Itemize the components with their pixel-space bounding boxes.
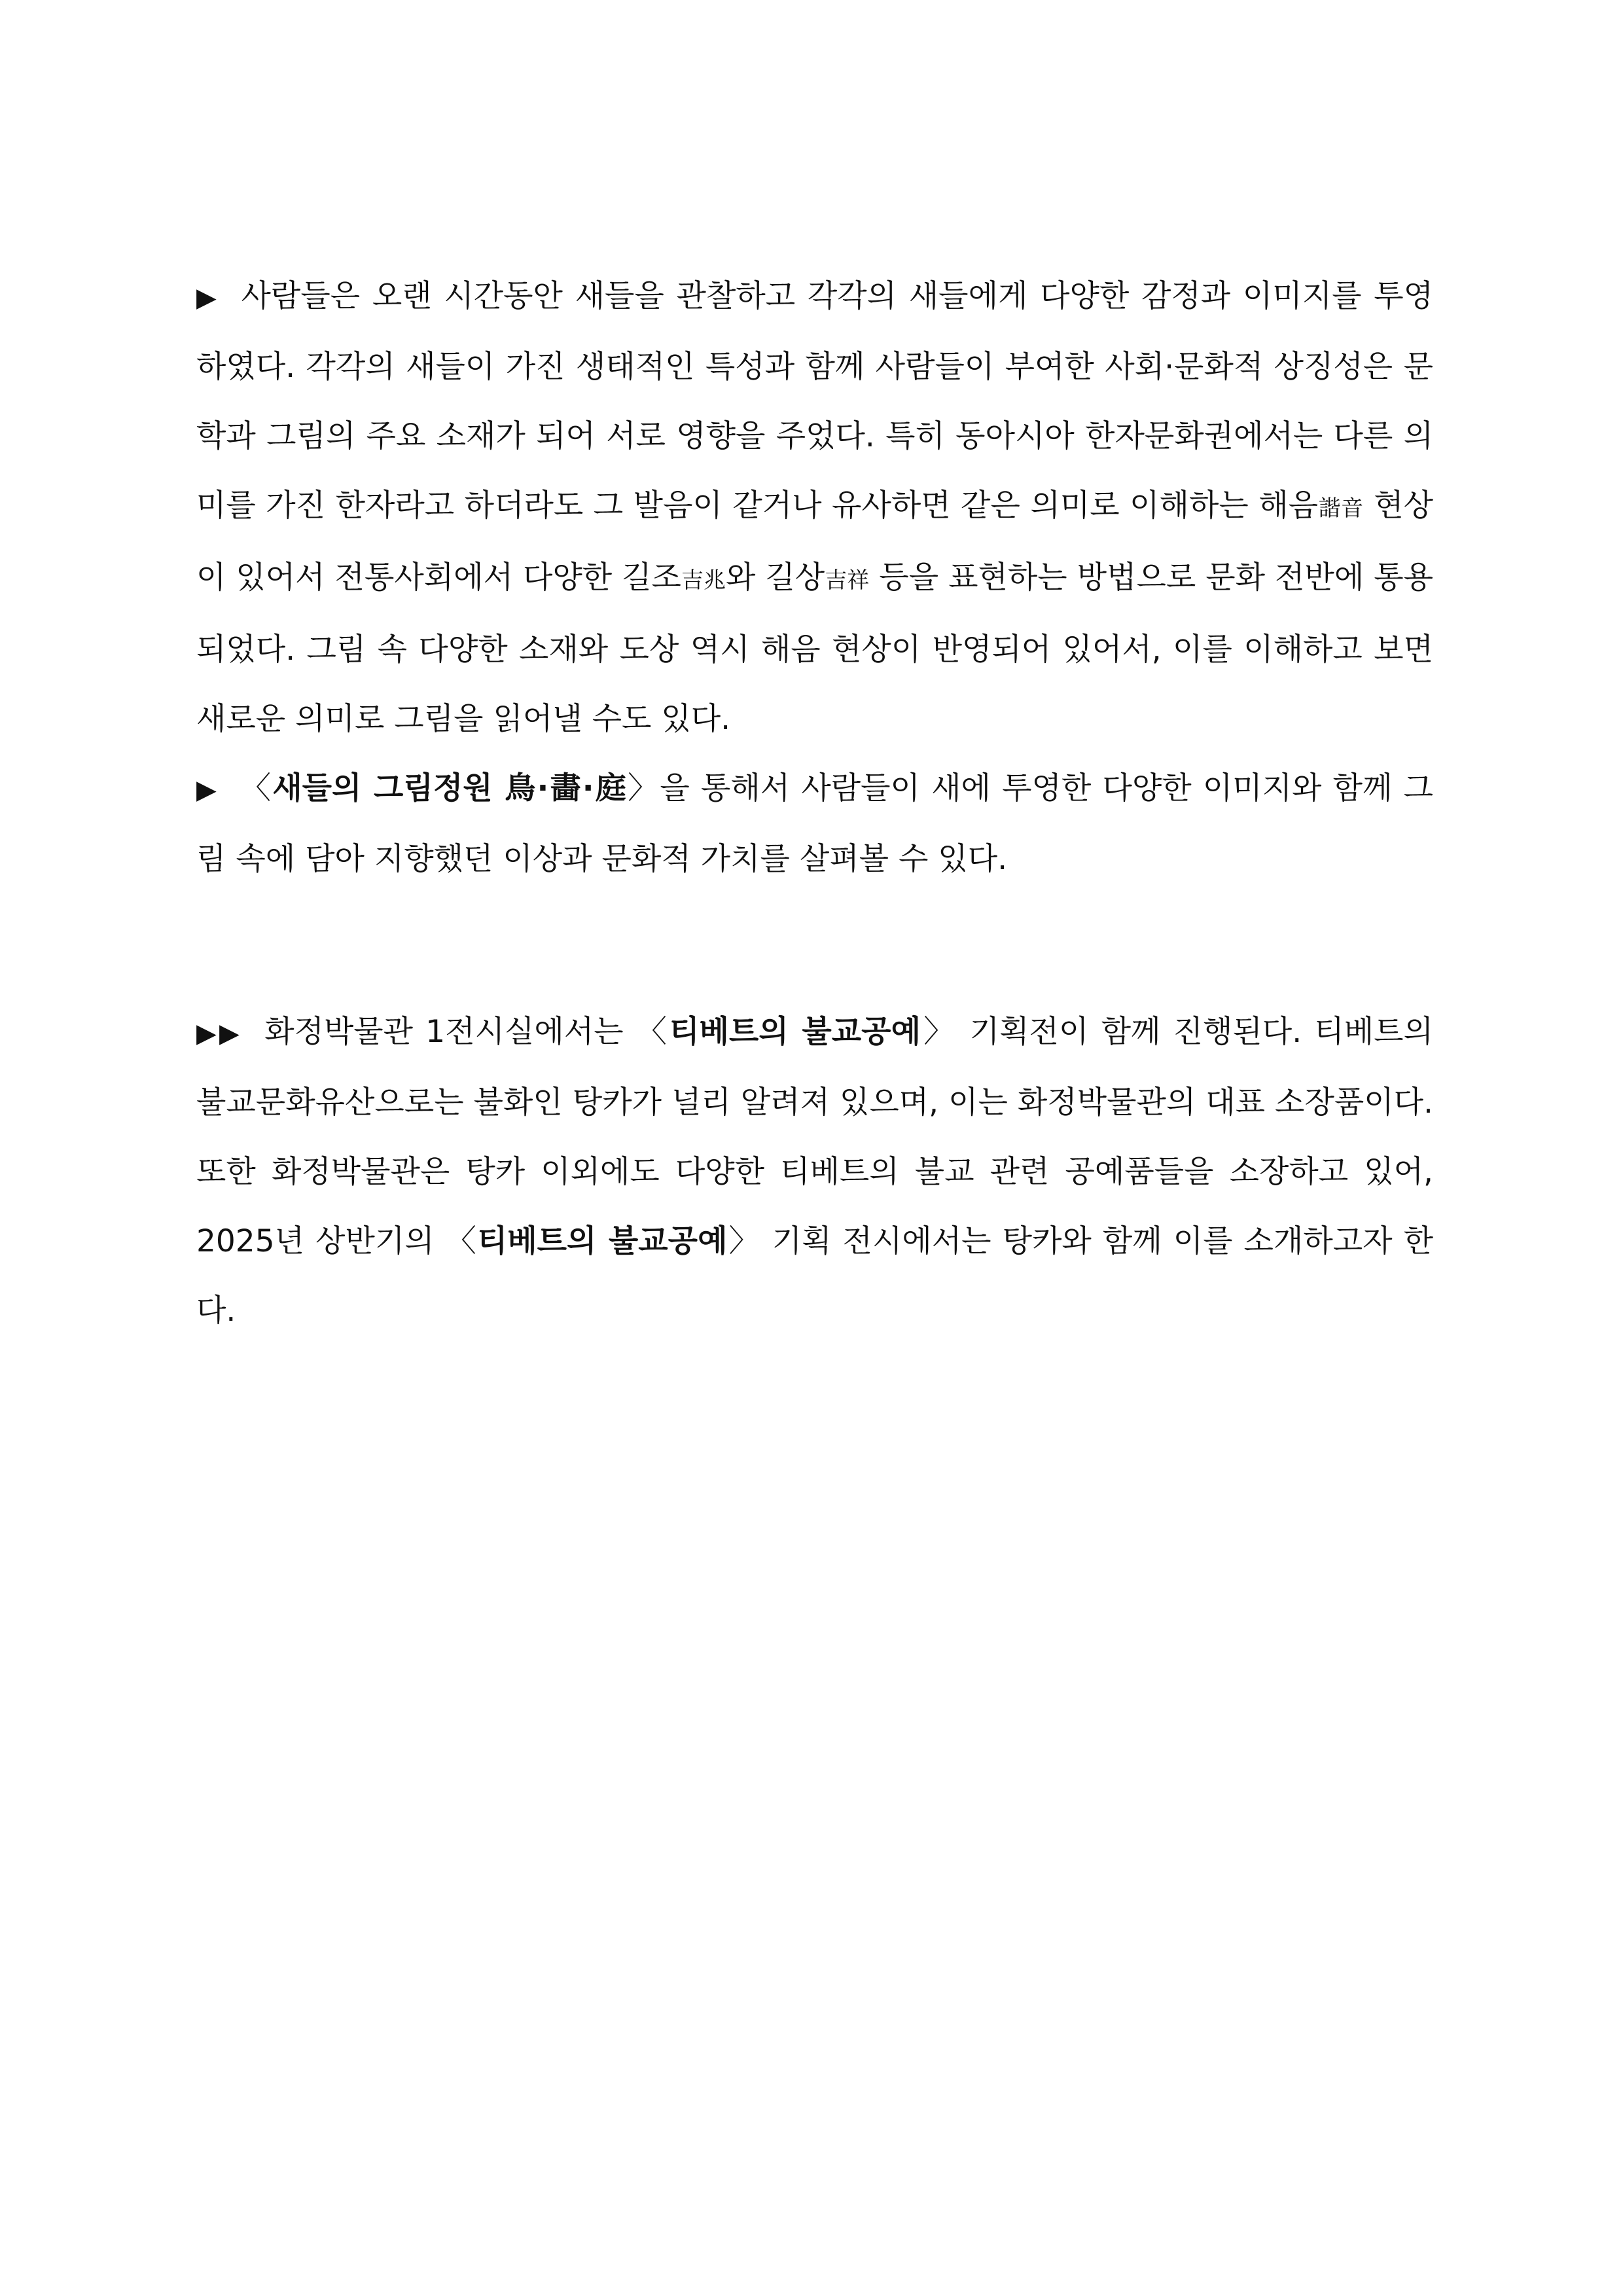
paragraph-text: 화정박물관 1전시실에서는 〈 [264, 1014, 670, 1050]
paragraph-text: 현상이 있어서 전통사회에서 다양한 길조 [196, 488, 1433, 596]
paragraph-text: 〈 [240, 770, 273, 806]
hanja-annotation: 吉祥 [825, 567, 870, 594]
hanja-annotation: 吉兆 [681, 567, 726, 594]
paragraph-text: 〉 기획전이 함께 진행된다. 티베트의 불교문화유산으로는 불화인 탕카가 널리 알려져 있으며, 이는 화정박물관의 대표 소장품이다. 또한 화정박물관은 탕카 이외에도 다양한 티베트의 불교 관련 공예품들을 소장하고 있어, 2025년 상반기의 〈 [196, 1014, 1433, 1259]
paragraph-text: 와 길상 [726, 560, 825, 596]
paragraph-text: 사람들은 오랜 시간동안 새들을 관찰하고 각각의 새들에게 다양한 감정과 이미지를 투영하였다. 각각의 새들이 가진 생태적인 특성과 함께 사람들이 부여한 사회·문화적 상징성은 문학과 그림의 주요 소재가 되어 서로 영향을 주었다. 특히 동아시아 한자문화권에서는 다른 의미를 가진 한자라고 하더라도 그 발음이 같거나 유사하면 같은 의미로 이해하는 해음 [196, 278, 1433, 524]
exhibition-title: 새들의 그림정원 鳥·畵·庭 [272, 770, 628, 806]
paragraph-tibet-exhibition [196, 997, 1433, 1346]
bullet-marker: ▶ [196, 775, 218, 805]
paragraph-text: 등을 표현하는 방법으로 문화 전반에 통용되었다. 그림 속 다양한 소재와 도상 역시 해음 현상이 반영되어 있어서, 이를 이해하고 보면 새로운 의미로 그림을 읽어낼 수도 있다. [196, 560, 1433, 737]
paragraph-exhibition-intro [196, 754, 1433, 894]
paragraph-text: 〉 기획 전시에서는 탕카와 함께 이를 소개하고자 한다. [196, 1223, 1433, 1329]
paragraph-text: 〉을 통해서 사람들이 새에 투영한 다양한 이미지와 함께 그림 속에 담아 지향했던 이상과 문화적 가치를 살펴볼 수 있다. [196, 770, 1433, 877]
document-page [196, 262, 1433, 1346]
exhibition-title: 티베트의 불교공예 [477, 1223, 728, 1259]
exhibition-title: 티베트의 불교공예 [669, 1014, 921, 1050]
paragraph-bird-symbolism [196, 262, 1433, 754]
bullet-marker: ▶ [196, 283, 219, 313]
hanja-annotation: 諧音 [1318, 495, 1364, 522]
double-bullet-marker: ▶▶ [196, 1018, 243, 1049]
